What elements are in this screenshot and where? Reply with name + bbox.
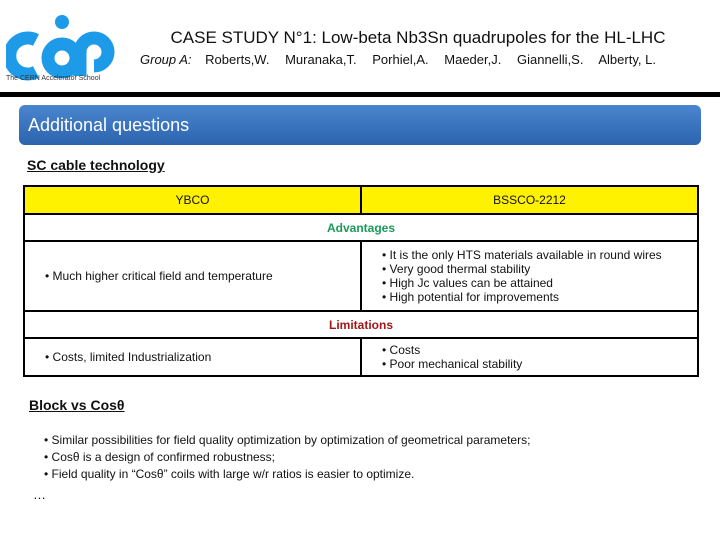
list-item: • Field quality in “Cosθ” coils with large w/r ratios is easier to optimize. [44,466,530,483]
list-item: • It is the only HTS materials available in round wires [382,248,691,262]
list-item: • Much higher critical field and temperature [45,269,354,283]
member: Giannelli,S. [516,52,584,67]
advantages-label: Advantages [24,214,698,241]
member: Alberty, L. [598,52,656,67]
comparison-table [23,185,699,377]
member: Muranaka,T. [285,52,357,67]
header-divider [0,92,720,97]
member: Roberts,W. [205,52,270,67]
list-item: • Poor mechanical stability [382,357,691,371]
limitations-label: Limitations [24,311,698,338]
col-bssco: BSSCO-2212 [361,186,698,214]
group-line [140,52,668,67]
ellipsis: … [33,487,46,502]
list-item: • Similar possibilities for field quality optimization by optimization of geometrical parameters; [44,432,530,449]
list-item: • Cosθ is a design of confirmed robustness; [44,449,530,466]
block-heading: Block vs Cosθ [29,397,125,413]
group-label: Group A: [140,52,192,67]
member: Porhiel,A. [372,52,429,67]
page-title: CASE STUDY N°1: Low-beta Nb3Sn quadrupoles for the HL-LHC [170,28,666,47]
list-item: • Very good thermal stability [382,262,691,276]
list-item: • Costs [382,343,691,357]
block-list [30,432,530,483]
section-banner: Additional questions [19,105,701,145]
col-ybco: YBCO [24,186,361,214]
sc-heading: SC cable technology [27,157,165,173]
list-item: • High potential for improvements [382,290,691,304]
list-item: • High Jc values can be attained [382,276,691,290]
logo-text: The CERN Accelerator School [6,75,101,82]
member: Maeder,J. [444,52,502,67]
list-item: • Costs, limited Industrialization [45,350,354,364]
